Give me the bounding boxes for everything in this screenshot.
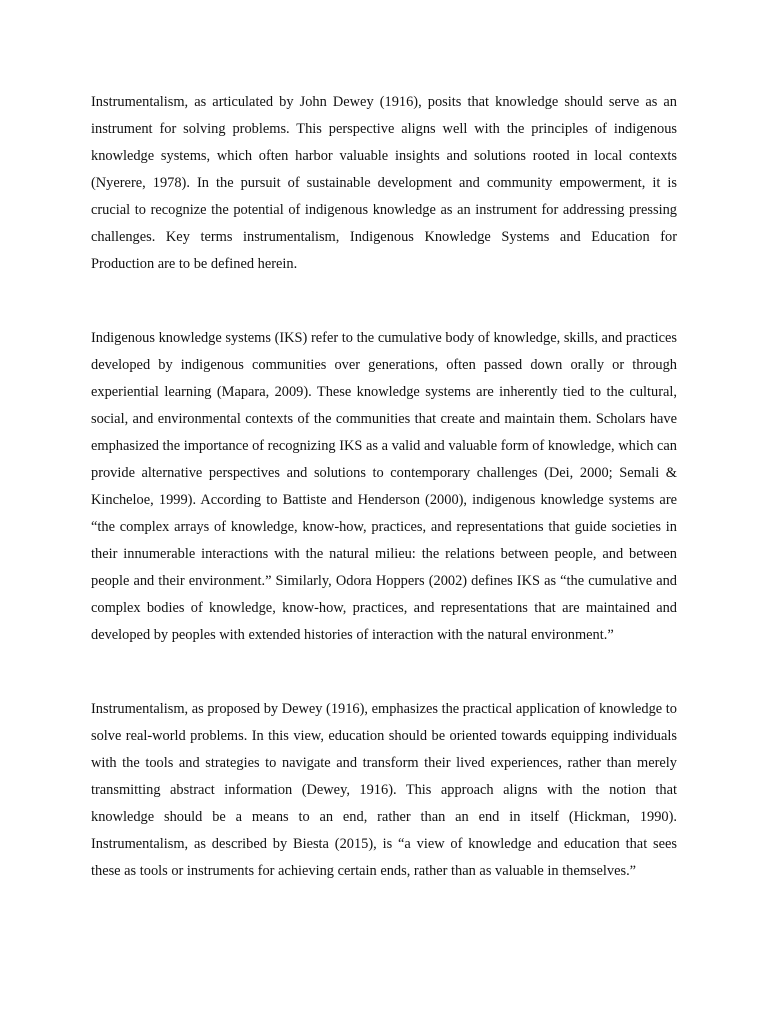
paragraph-instrumentalism-intro: Instrumentalism, as articulated by John Dewey (1916), posits that knowledge should serve as an instrument for solving problems. This perspective aligns well with the principles of indigenous knowledge systems, which often harbor valuable insights and solutions rooted in local contexts (Nyerere, 1978). In the pursuit of sustainable development and community empowerment, it is crucial to recognize the potential of indigenous knowledge as an instrument for addressing pressing challenges. Key terms instrumentalism, Indigenous Knowledge Systems and Education for Production are to be defined herein. — [91, 94, 677, 272]
paragraph-instrumentalism-dewey: Instrumentalism, as proposed by Dewey (1916), emphasizes the practical application of knowledge to solve real-world problems. In this view, education should be oriented towards equipping individuals with the tools and strategies to navigate and transform their lived experiences, rather than merely transmitting abstract information (Dewey, 1916). This approach aligns with the notion that knowledge should be a means to an end, rather than an end in itself (Hickman, 1990). Instrumentalism, as described by Biesta (2015), is “a view of knowledge and education that sees these as tools or instruments for achieving certain ends, rather than as valuable in themselves.” — [91, 701, 677, 879]
document-page — [91, 89, 677, 885]
paragraph-indigenous-knowledge-systems: Indigenous knowledge systems (IKS) refer to the cumulative body of knowledge, skills, and practices developed by indigenous communities over generations, often passed down orally or through experiential learning (Mapara, 2009). These knowledge systems are inherently tied to the cultural, social, and environmental contexts of the communities that create and maintain them. Scholars have emphasized the importance of recognizing IKS as a valid and valuable form of knowledge, which can provide alternative perspectives and solutions to contemporary challenges (Dei, 2000; Semali & Kincheloe, 1999). According to Battiste and Henderson (2000), indigenous knowledge systems are “the complex arrays of knowledge, know-how, practices, and representations that guide societies in their innumerable interactions with the natural milieu: the relations between people, and between people and their environment.” Similarly, Odora Hoppers (2002) defines IKS as “the cumulative and complex bodies of knowledge, know-how, practices, and representations that are maintained and developed by peoples with extended histories of interaction with the natural environment.” — [91, 330, 677, 643]
